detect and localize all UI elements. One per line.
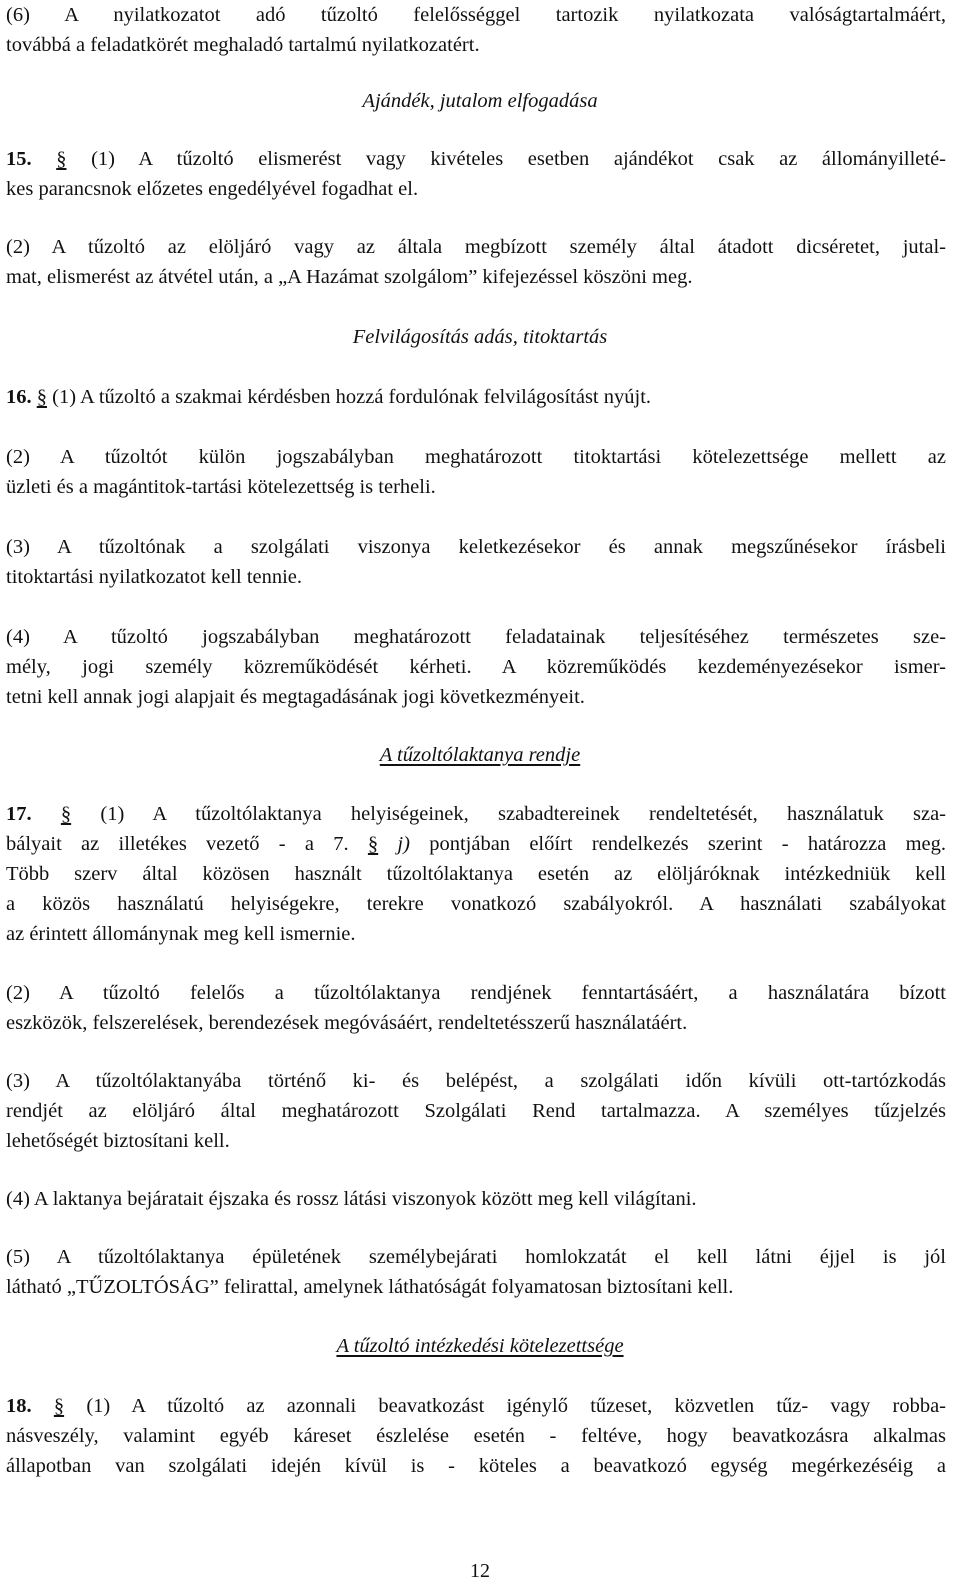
- paragraph-6-line-2: továbbá a feladatkörét meghaladó tartalmú nyilatkozatért.: [6, 34, 480, 56]
- section-15-line-2: kes parancsnok előzetes engedélyével fogadhat el.: [6, 178, 419, 200]
- section-17-p3-line-2: rendjét az elöljáró által meghatározott Szolgálati Rend tartalmazza. A személyes tűzjelzés: [6, 1100, 946, 1122]
- section-16-p2-line-1: (2) A tűzoltót külön jogszabályban meghatározott titoktartási kötelezettsége mellett az: [6, 446, 946, 468]
- section-17-line-2: [6, 829, 946, 859]
- paragraph-6-line-1: (6) A nyilatkozatot adó tűzoltó felelősséggel tartozik nyilatkozata valóságtartalmáért,: [6, 4, 946, 26]
- section-symbol: §: [36, 386, 47, 408]
- section-15-p2-line-1: (2) A tűzoltó az elöljáró vagy az általa megbízott személy által átadott dicséretet, jutal-: [6, 236, 946, 258]
- section-17-text-2b: j): [397, 833, 410, 855]
- section-17-line-3: Több szerv által közösen használt tűzoltólaktanya esetén az elöljáróknak intézkedniük kell: [6, 863, 946, 885]
- section-symbol: §: [53, 1395, 65, 1417]
- section-16-p3-line-1: (3) A tűzoltónak a szolgálati viszonya keletkezésekor és annak megszűnésekor írásbeli: [6, 536, 946, 558]
- section-17-line-4: a közös használatú helyiségekre, terekre vonatkozó szabályokról. A használati szabályokat: [6, 893, 946, 915]
- section-16-p4-line-2: mély, jogi személy közreműködését kérheti. A közreműködés kezdeményezésekor ismer-: [6, 656, 946, 678]
- section-15-p2-line-2: mat, elismerést az átvétel után, a „A Hazámat szolgálom” kifejezéssel köszöni meg.: [6, 266, 693, 288]
- section-heading-gift: Ajándék, jutalom elfogadása: [362, 90, 598, 112]
- section-symbol: §: [60, 803, 72, 825]
- section-17-p5-line-1: (5) A tűzoltólaktanya épületének személybejárati homlokzatát el kell látni éjjel is jól: [6, 1246, 946, 1268]
- section-18-text-1: (1) A tűzoltó az azonnali beavatkozást igénylő tűzeset, közvetlen tűz- vagy robba-: [86, 1395, 946, 1417]
- section-16-line-1: [6, 382, 946, 412]
- section-17-p3-line-3: lehetőségét biztosítani kell.: [6, 1130, 230, 1152]
- section-17-text-2c: pontjában előírt rendelkezés szerint - határozza meg.: [429, 833, 947, 855]
- section-17-text-1: (1) A tűzoltólaktanya helyiségeinek, szabadtereinek rendeltetését, használatuk sza-: [100, 803, 947, 825]
- section-17-text-2a: bályait az illetékes vezető - a 7.: [6, 833, 349, 855]
- section-heading-duty: A tűzoltó intézkedési kötelezettsége: [336, 1335, 624, 1357]
- section-16-p4-line-1: (4) A tűzoltó jogszabályban meghatározott feladatainak teljesítéséhez természetes sze-: [6, 626, 946, 648]
- section-symbol: §: [56, 148, 67, 170]
- section-heading-information: Felvilágosítás adás, titoktartás: [352, 326, 608, 348]
- section-17-p5-line-2: látható „TŰZOLTÓSÁG” felirattal, amelynek láthatóságát folyamatosan biztosítani kell.: [6, 1276, 734, 1298]
- section-17-p4-line-1: (4) A laktanya bejáratait éjszaka és rossz látási viszonyok között meg kell világítani.: [6, 1188, 697, 1210]
- section-16-p2-line-2: üzleti és a magántitok-tartási kötelezettség is terheli.: [6, 476, 436, 498]
- section-16-p3-line-2: titoktartási nyilatkozatot kell tennie.: [6, 566, 303, 588]
- section-number-16: 16.: [6, 386, 32, 408]
- section-symbol: §: [367, 833, 379, 855]
- section-heading-barracks: A tűzoltólaktanya rendje: [379, 744, 581, 766]
- section-18-line-2: násveszély, valamint egyéb káreset észlelése esetén - feltéve, hogy beavatkozásra alkalmas: [6, 1425, 946, 1447]
- section-16-p4-line-3: tetni kell annak jogi alapjait és megtagadásának jogi következményeit.: [6, 686, 585, 708]
- section-15-text-1: (1) A tűzoltó elismerést vagy kivételes esetben ajándékot csak az állományilleté-: [91, 148, 947, 170]
- section-17-line-5: az érintett állománynak meg kell ismernie.: [6, 923, 356, 945]
- section-17-p3-line-1: (3) A tűzoltólaktanyába történő ki- és belépést, a szolgálati időn kívüli ott-tartózkodás: [6, 1070, 946, 1092]
- section-16-text-1: (1) A tűzoltó a szakmai kérdésben hozzá fordulónak felvilágosítást nyújt.: [52, 386, 652, 408]
- section-17-line-1: [6, 799, 946, 829]
- section-17-p2-line-2: eszközök, felszerelések, berendezések megóvásáért, rendeltetésszerű használatáért.: [6, 1012, 688, 1034]
- section-number-15: 15.: [6, 148, 32, 170]
- section-17-p2-line-1: (2) A tűzoltó felelős a tűzoltólaktanya rendjének fenntartásáért, a használatára bízott: [6, 982, 946, 1004]
- section-number-17: 17.: [6, 803, 32, 825]
- page-number: 12: [470, 1560, 490, 1582]
- section-18-line-3: állapotban van szolgálati idején kívül is - köteles a beavatkozó egység megérkezéséig a: [6, 1455, 946, 1477]
- section-number-18: 18.: [6, 1395, 32, 1417]
- section-18-line-1: [6, 1391, 946, 1421]
- section-15-line-1: [6, 144, 946, 174]
